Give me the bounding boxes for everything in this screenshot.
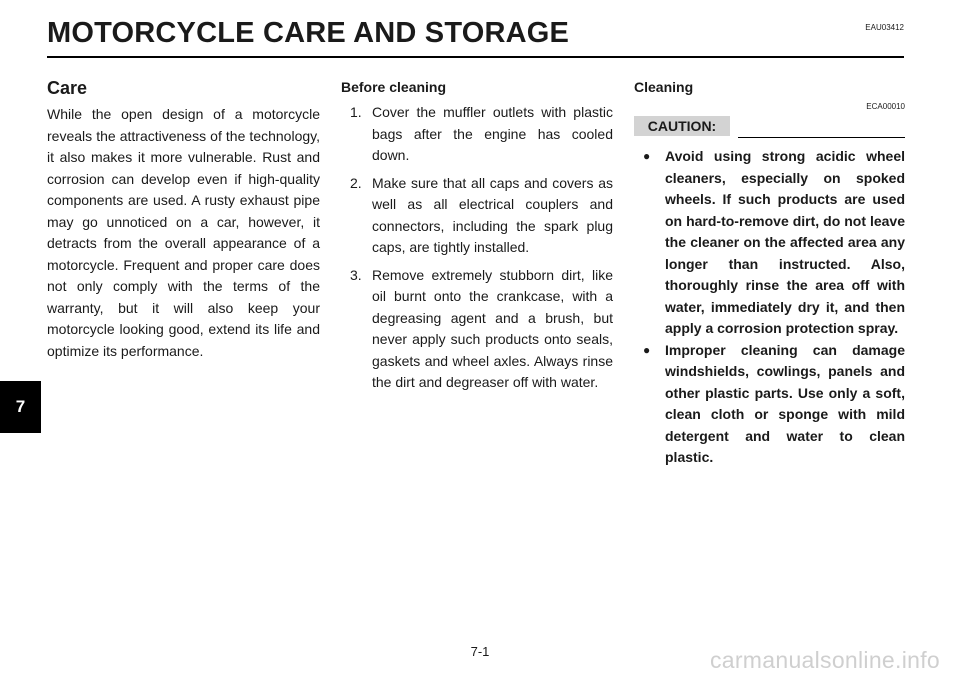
care-heading: Care [47,78,88,98]
list-item [634,340,905,469]
care-column [47,77,320,362]
before-cleaning-heading: Before cleaning [341,79,447,95]
step-number: 2. [350,174,362,191]
caution-code: ECA00010 [866,102,905,111]
step-text: Make sure that all caps and covers as well as all electrical couplers and connectors, including the spark plug caps, are tightly installed. [372,174,613,255]
caution-block [634,102,905,146]
step-number: 1. [350,104,362,120]
list-item [341,265,613,394]
care-paragraph: While the open design of a motorcycle reveals the attractiveness of the technology, it also makes it more vulnerable. Rust and corrosion can develop even if high-quality components are used. A rusty exhaust pipe may go unnoticed on a car, however, it detracts from the overall appearance of a motorcycle. Frequent and proper care does not only comply with the terms of the warranty, but it will also keep your motorcycle looking good, extend its life and optimize its performance. [47,106,320,359]
bullet-text: Improper cleaning can damage windshields, cowlings, panels and other plastic parts. Use only a soft, clean cloth or sponge with mild detergent and water to clean plastic. [665,341,905,465]
list-item [634,146,905,340]
page-title: MOTORCYCLE CARE AND STORAGE [47,17,570,49]
step-text: Cover the muffler outlets with plastic bags after the engine has cooled down. [372,104,613,163]
caution-bullets [634,146,905,469]
before-cleaning-steps [341,102,613,394]
page-number: 7-1 [470,644,490,659]
caution-rule [738,137,905,138]
step-text: Remove extremely stubborn dirt, like oil burnt onto the crankcase, with a degreasing agent and a brush, but never apply such products onto seals, gaskets and wheel axles. Always rinse the dirt and degreaser off with water. [372,266,613,390]
cleaning-heading: Cleaning [634,79,694,95]
bullet-text: Avoid using strong acidic wheel cleaners, especially on spoked wheels. If such products are used on hard-to-remove dirt, do not leave the cleaner on the affected area any longer than instructed. Also, thoroughly rinse the area off with water, immediately dry it, and then apply a corrosion protection spray. [665,148,905,336]
caution-label: CAUTION: [634,116,730,136]
bullet-icon: ● [643,342,651,357]
chapter-tab: 7 [0,381,41,433]
bullet-icon: ● [643,149,651,163]
list-item [341,102,613,167]
before-cleaning-column [341,77,613,400]
watermark: carmanualsonline.info [709,647,940,673]
cleaning-column [634,77,905,469]
title-underline [47,56,904,58]
list-item [341,173,613,259]
step-number: 3. [350,266,362,283]
section-code: EAU03412 [865,23,904,32]
